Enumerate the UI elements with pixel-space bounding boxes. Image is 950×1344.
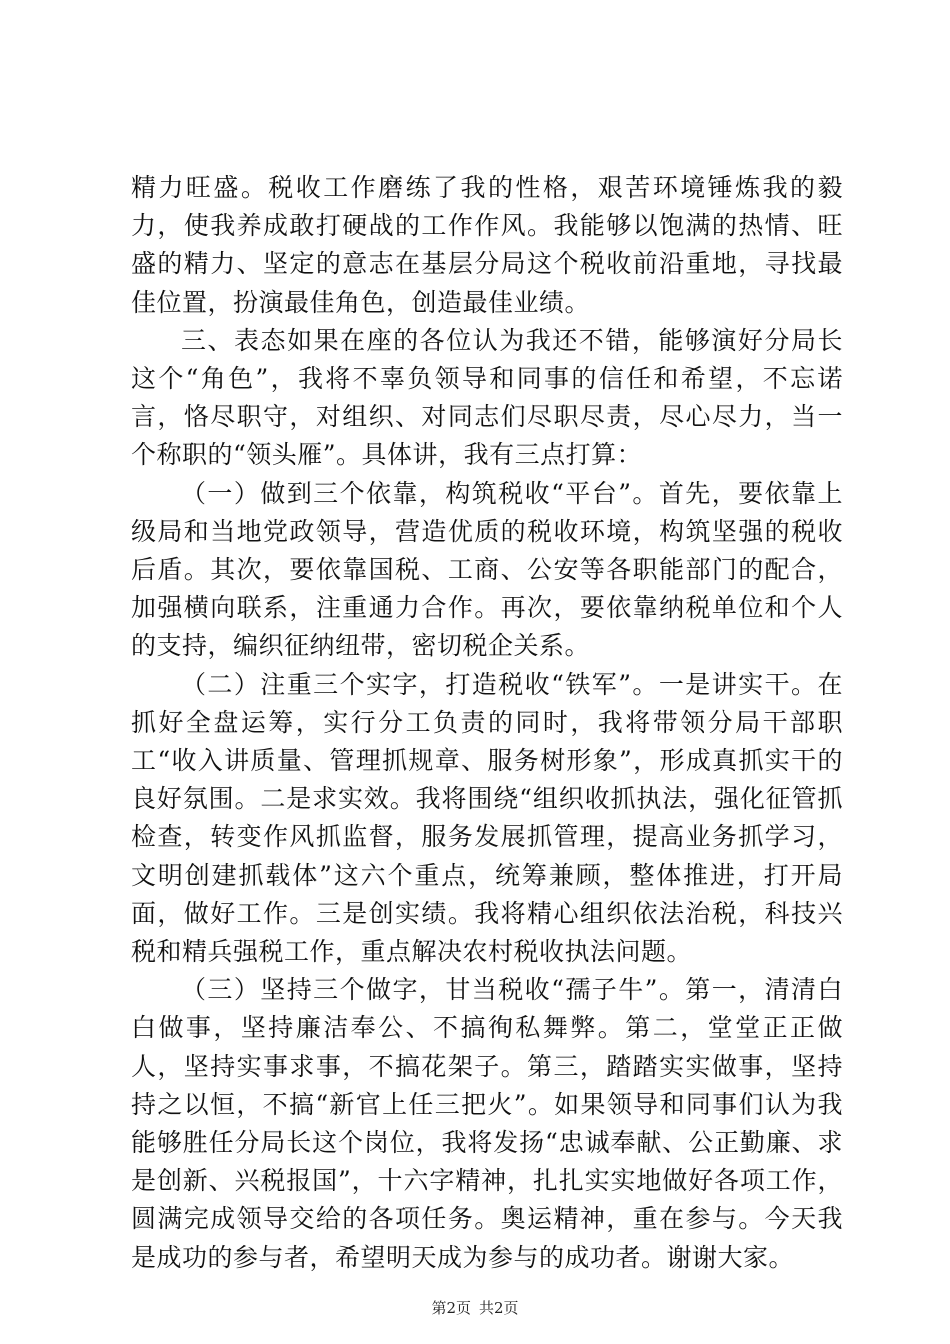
page-total: 共2页: [479, 1299, 519, 1317]
document-body: [131, 169, 843, 1277]
page-footer: [0, 1298, 950, 1318]
paragraph-point-one: （一）做到三个依靠，构筑税收“平台”。首先，要依靠上级局和当地党政领导，营造优质的税收环境，构筑坚强的税收后盾。其次，要依靠国税、工商、公安等各职能部门的配合，加强横向联系，注重通力合作。再次，要依靠纳税单位和个人的支持，编织征纳纽带，密切税企关系。: [131, 478, 843, 661]
paragraph-point-three: （三）坚持三个做字，甘当税收“孺子牛”。第一，清清白白做事，坚持廉洁奉公、不搞徇私舞弊。第二，堂堂正正做人，坚持实事求事，不搞花架子。第三，踏踏实实做事，坚持持之以恒，不搞“新官上任三把火”。如果领导和同事们认为我能够胜任分局长这个岗位，我将发扬“忠诚奉献、公正勤廉、求是创新、兴税报国”，十六字精神，扎扎实实地做好各项工作，圆满完成领导交给的各项任务。奥运精神，重在参与。今天我是成功的参与者，希望明天成为参与的成功者。谢谢大家。: [131, 975, 843, 1272]
paragraph-section-three: 三、表态如果在座的各位认为我还不错，能够演好分局长这个“角色”，我将不辜负领导和同事的信任和希望，不忘诺言，恪尽职守，对组织、对同志们尽职尽责，尽心尽力，当一个称职的“领头雁”。具体讲，我有三点打算：: [131, 325, 843, 470]
paragraph-point-two: （二）注重三个实字，打造税收“铁军”。一是讲实干。在抓好全盘运筹，实行分工负责的同时，我将带领分局干部职工“收入讲质量、管理抓规章、服务树形象”，形成真抓实干的良好氛围。二是求实效。我将围绕“组织收抓执法，强化征管抓检查，转变作风抓监督，服务发展抓管理，提高业务抓学习，文明创建抓载体”这六个重点，统筹兼顾，整体推进，打开局面，做好工作。三是创实绩。我将精心组织依法治税，科技兴税和精兵强税工作，重点解决农村税收执法问题。: [131, 669, 843, 967]
paragraph-continuation: 精力旺盛。税收工作磨练了我的性格，艰苦环境锤炼我的毅力，使我养成敢打硬战的工作作风。我能够以饱满的热情、旺盛的精力、坚定的意志在基层分局这个税收前沿重地，寻找最佳位置，扮演最佳角色，创造最佳业绩。: [131, 173, 843, 317]
page-number: 第2页: [431, 1299, 471, 1317]
